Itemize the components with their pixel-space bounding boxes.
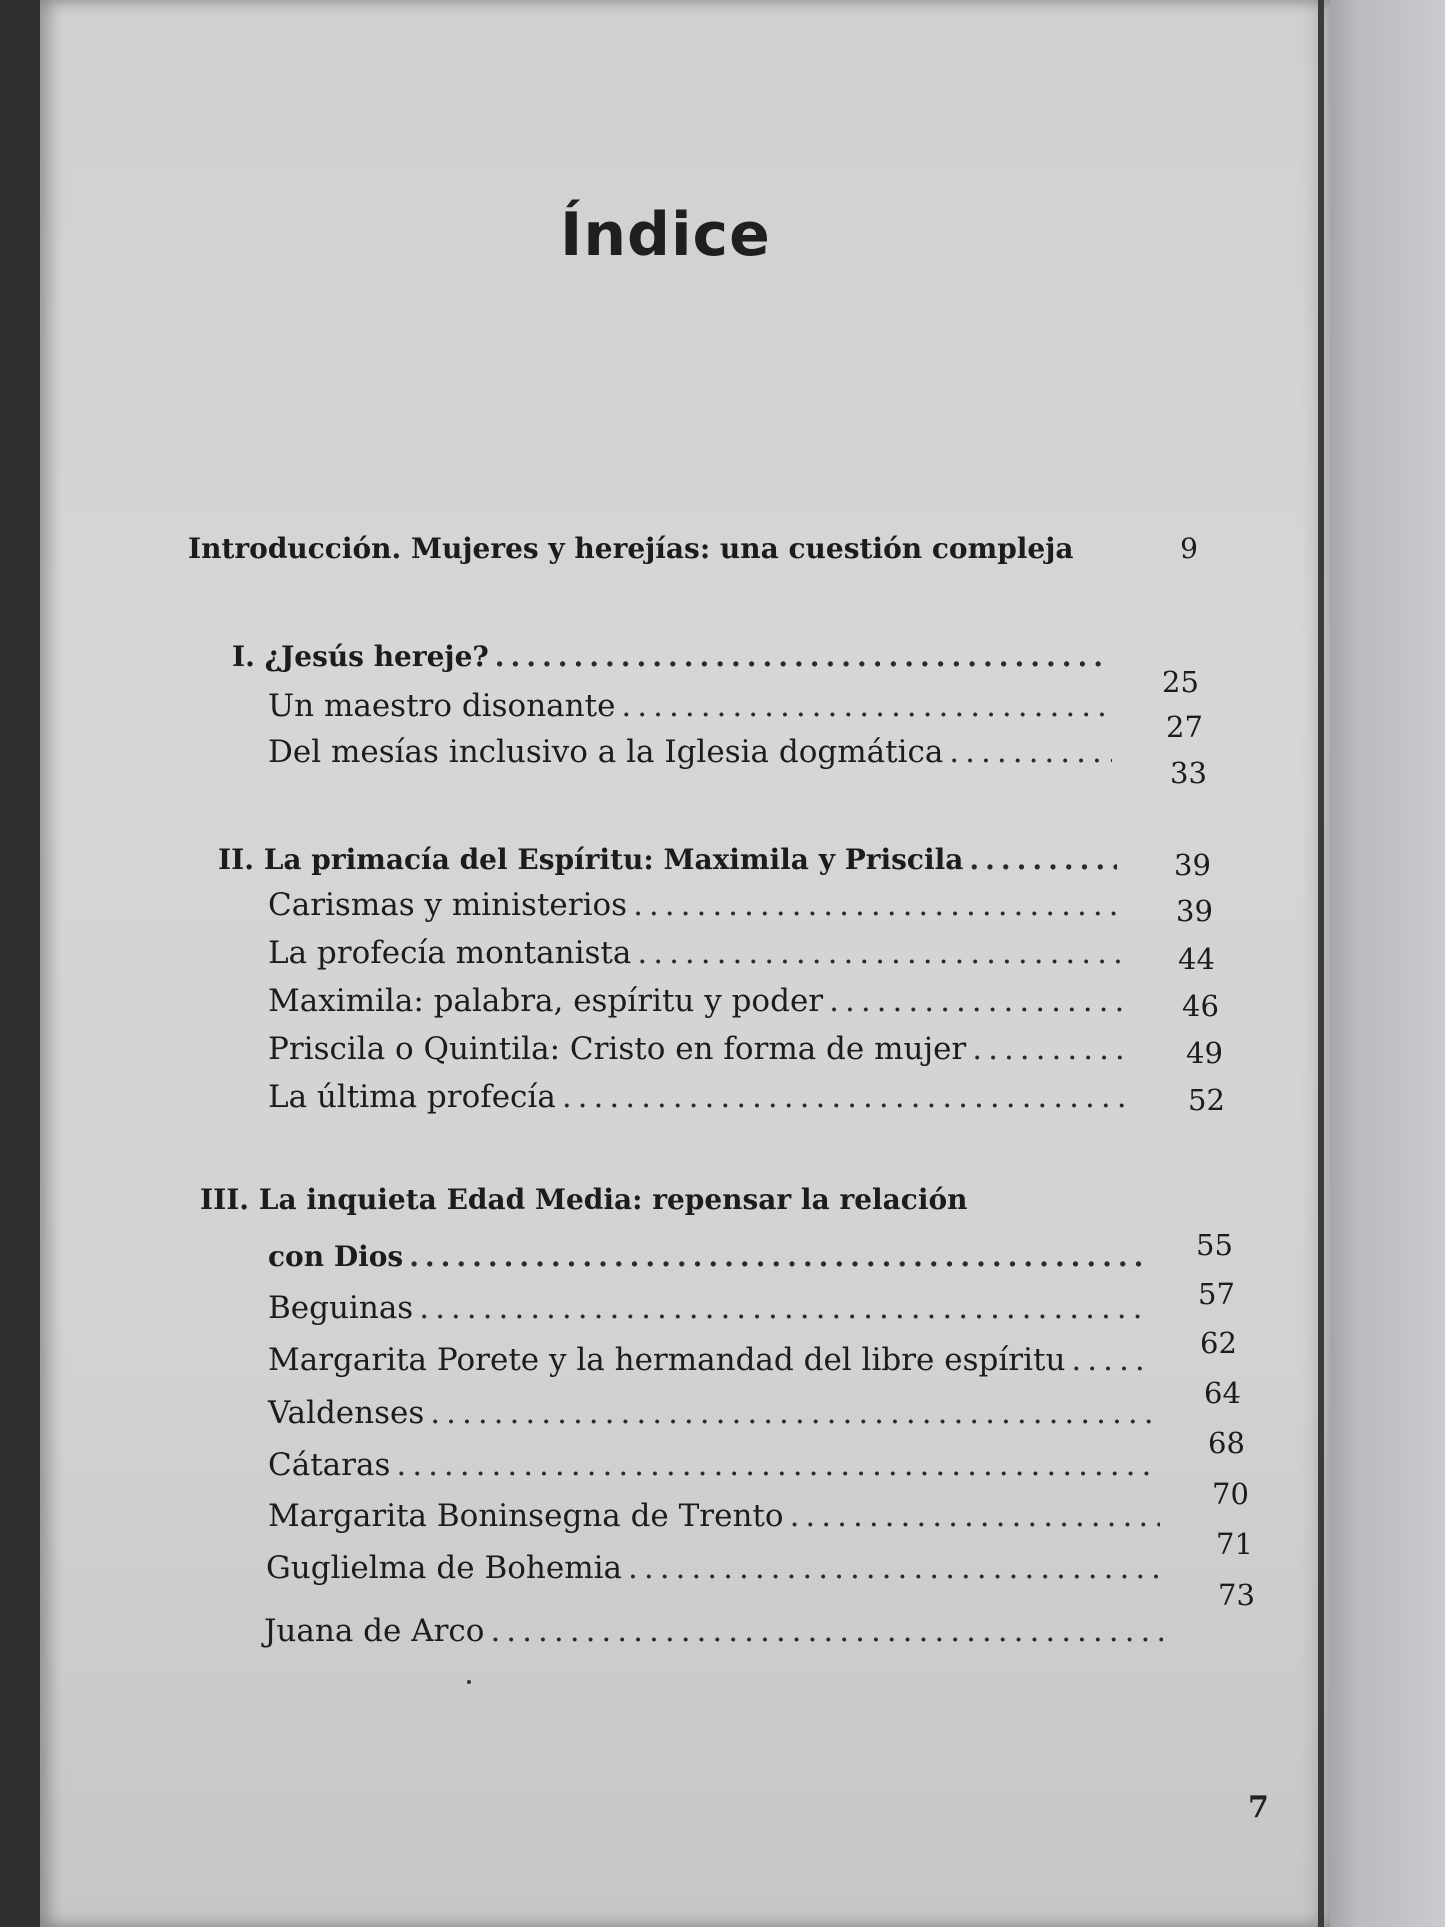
toc-entry-section [264, 1613, 1169, 1649]
toc-entry-label: Introducción. Mujeres y herejías: una cuestión compleja [188, 532, 1074, 565]
toc-entry-page: 44 [1178, 942, 1215, 976]
toc-entry-page: 70 [1212, 1477, 1249, 1511]
toc-entry-label: Un maestro disonante [268, 688, 616, 724]
toc-entry-section [268, 1395, 1160, 1431]
toc-entry-page: 25 [1162, 665, 1199, 699]
dot-leader [1071, 1342, 1150, 1378]
dot-leader [409, 1240, 1142, 1273]
toc-entry-label: Juana de Arco [264, 1613, 485, 1649]
toc-entry-label: con Dios [268, 1240, 404, 1273]
toc-entry-section [268, 1447, 1163, 1483]
toc-entry-chapter-3-cont [268, 1240, 1148, 1273]
dot-leader [790, 1498, 1160, 1534]
page-number: 7 [1248, 1790, 1269, 1825]
toc-entry-label: Maximila: palabra, espíritu y poder [268, 983, 824, 1019]
page-edge [1318, 0, 1324, 1927]
dot-leader [628, 1550, 1162, 1586]
toc-entry-section [268, 935, 1128, 971]
toc-entry-section [266, 1550, 1168, 1586]
dot-leader [633, 887, 1122, 923]
dot-leader [495, 640, 1106, 673]
dot-leader [972, 1031, 1130, 1067]
toc-entry-page: 68 [1208, 1426, 1245, 1460]
stray-dot [467, 1680, 471, 1684]
toc-entry-page: 46 [1182, 989, 1219, 1023]
toc-entry-label: Margarita Boninsegna de Trento [268, 1498, 784, 1534]
dot-leader [419, 1290, 1147, 1326]
toc-entry-label: Carismas y ministerios [268, 887, 628, 923]
toc-entry-page: 62 [1200, 1326, 1237, 1360]
dot-leader [637, 935, 1122, 971]
toc-entry-section [268, 688, 1113, 724]
toc-entry-section [268, 1079, 1138, 1115]
dot-leader [621, 688, 1107, 724]
toc-entry-section [268, 887, 1128, 923]
toc-entry-page: 57 [1198, 1277, 1235, 1311]
toc-entry-label: La última profecía [268, 1079, 556, 1115]
toc-entry-label: Beguinas [268, 1290, 414, 1326]
toc-entry-label: La profecía montanista [268, 935, 632, 971]
toc-entry-page: 55 [1196, 1228, 1233, 1262]
dot-leader [490, 1613, 1163, 1649]
toc-entry-page: 49 [1186, 1036, 1223, 1070]
backdrop-surface [1320, 0, 1445, 1927]
toc-entry-chapter-2 [218, 843, 1123, 876]
toc-entry-label: Valdenses [268, 1395, 425, 1431]
toc-entry-page: 73 [1218, 1578, 1255, 1612]
toc-entry-page: 33 [1170, 756, 1207, 790]
dot-leader [396, 1447, 1157, 1483]
toc-entry-section [268, 983, 1133, 1019]
toc-entry-chapter-1 [232, 640, 1112, 673]
toc-entry-page: 39 [1176, 894, 1213, 928]
page-title: Índice [560, 200, 771, 270]
toc-entry-section [268, 734, 1118, 770]
toc-entry-label: Del mesías inclusivo a la Iglesia dogmática [268, 734, 944, 770]
toc-entry-section [268, 1031, 1136, 1067]
toc-entry-label: Margarita Porete y la hermandad del libre espíritu [268, 1342, 1066, 1378]
dot-leader [430, 1395, 1154, 1431]
toc-entry-section [268, 1498, 1166, 1534]
toc-entry-chapter-3: III. La inquieta Edad Media: repensar la relación [200, 1183, 968, 1216]
dot-leader [829, 983, 1127, 1019]
toc-entry-section [268, 1342, 1156, 1378]
dot-leader [969, 843, 1117, 876]
dot-leader [562, 1079, 1132, 1115]
toc-entry-section [268, 1290, 1153, 1326]
toc-entry-introduccion [188, 532, 1198, 565]
toc-entry-page: 39 [1174, 848, 1211, 882]
toc-entry-label: Guglielma de Bohemia [266, 1550, 622, 1586]
dot-leader [949, 734, 1112, 770]
toc-entry-page: 64 [1204, 1376, 1241, 1410]
toc-entry-page: 9 [1180, 532, 1198, 565]
toc-entry-page: 27 [1166, 710, 1203, 744]
toc-entry-label: Cátaras [268, 1447, 391, 1483]
toc-entry-label: II. La primacía del Espíritu: Maximila y Priscila [218, 843, 964, 876]
toc-entry-label: Priscila o Quintila: Cristo en forma de mujer [268, 1031, 967, 1067]
toc-entry-label: I. ¿Jesús hereje? [232, 640, 489, 673]
toc-entry-page: 52 [1188, 1083, 1225, 1117]
toc-entry-page: 71 [1216, 1527, 1253, 1561]
